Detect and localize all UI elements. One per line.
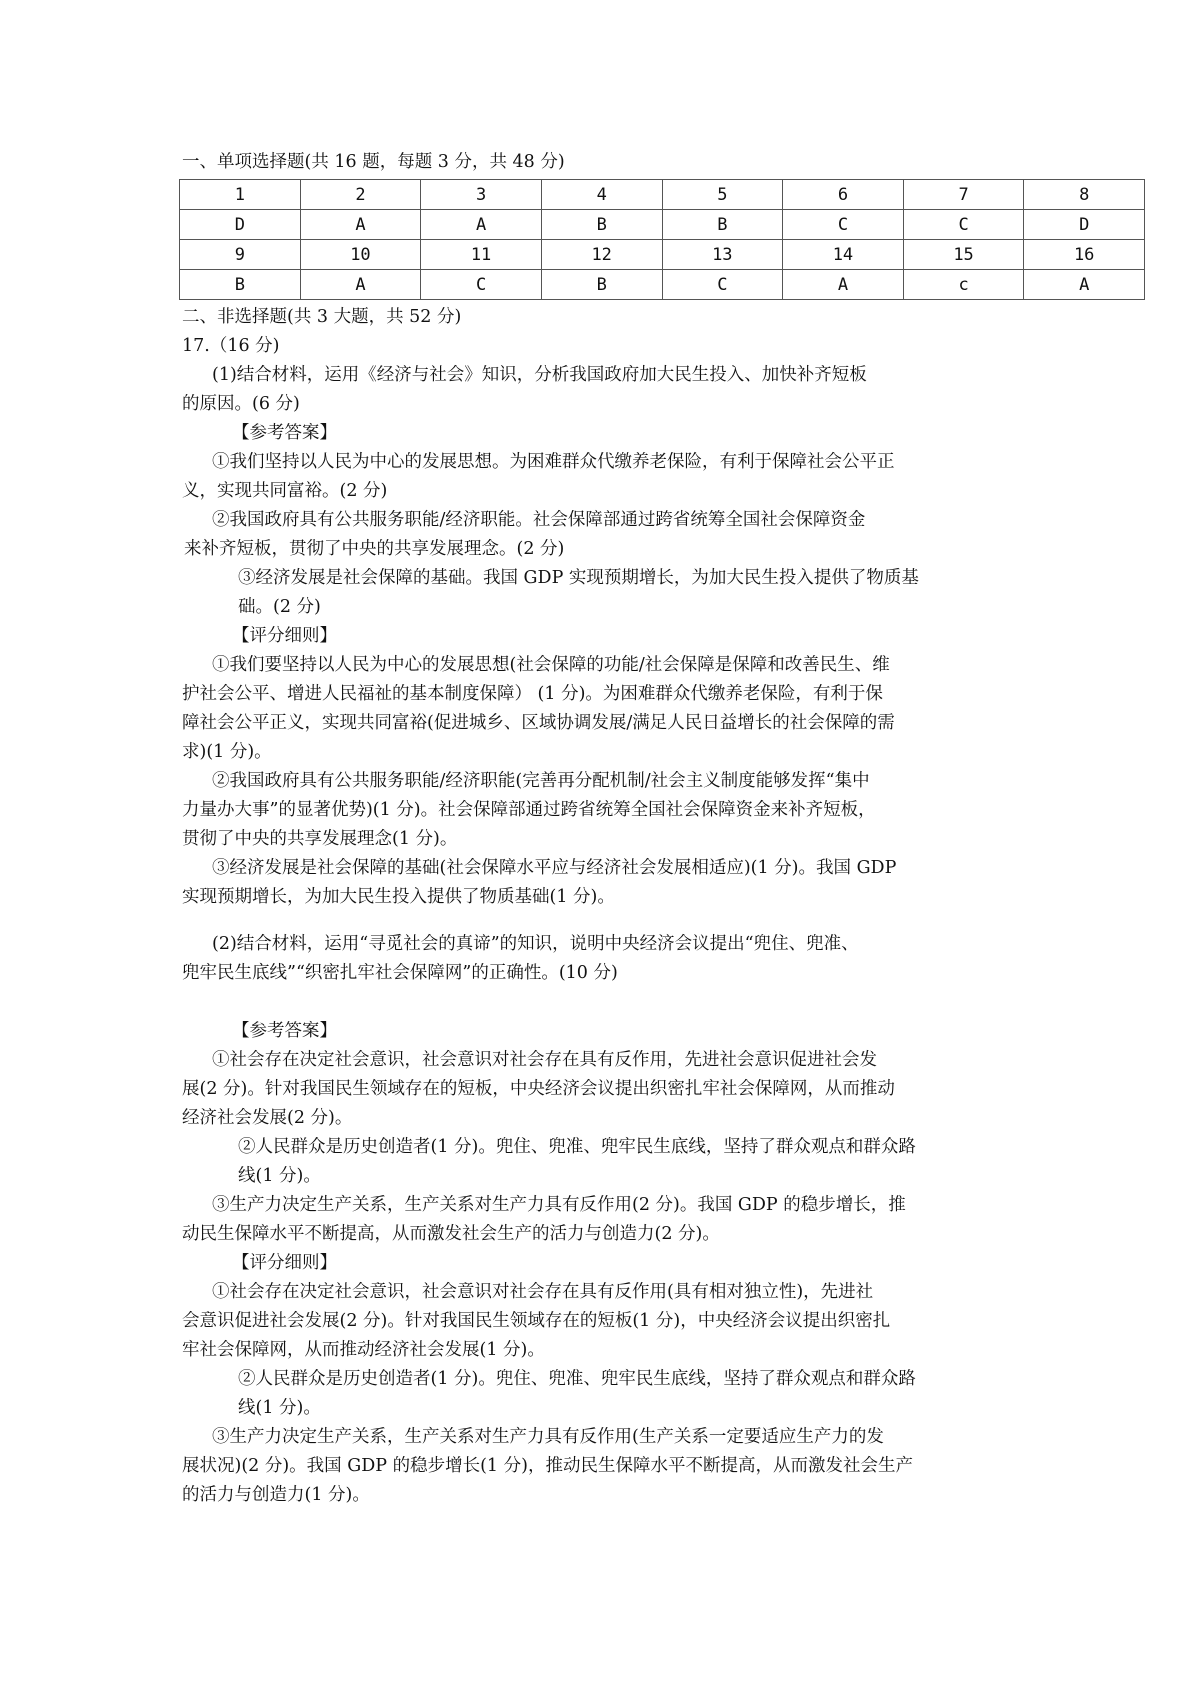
answer-cell: D <box>1024 210 1145 240</box>
section1-title: 一、单项选择题(共 16 题，每题 3 分，共 48 分) <box>182 152 565 172</box>
question-number-cell: 4 <box>541 180 662 210</box>
q17-1-rule-line: ②我国政府具有公共服务职能/经济职能(完善再分配机制/社会主义制度能够发挥“集中 <box>212 771 870 791</box>
answer-cell: C <box>903 210 1024 240</box>
q17-2-rule-label: 【评分细则】 <box>232 1253 337 1273</box>
answer-cell: c <box>903 270 1024 300</box>
q17-2-rule-line: 牢社会保障网，从而推动经济社会发展(1 分)。 <box>182 1340 545 1360</box>
question-number-cell: 7 <box>903 180 1024 210</box>
q17-2-ref-line: 线(1 分)。 <box>238 1166 321 1186</box>
q17-1-rule-line: 求)(1 分)。 <box>182 742 272 762</box>
q17-1-ref-label: 【参考答案】 <box>232 423 337 443</box>
q17-2-ref-line: 动民生保障水平不断提高，从而激发社会生产的活力与创造力(2 分)。 <box>182 1224 720 1244</box>
question-number-cell: 8 <box>1024 180 1145 210</box>
question-number-cell: 5 <box>662 180 783 210</box>
q17-2-ref-line: ②人民群众是历史创造者(1 分)。兜住、兜准、兜牢民生底线，坚持了群众观点和群众路 <box>238 1137 916 1157</box>
q17-1-rule-line: 贯彻了中央的共享发展理念(1 分)。 <box>182 829 458 849</box>
q17-2-ref-label: 【参考答案】 <box>232 1021 337 1041</box>
question-number-cell: 12 <box>541 240 662 270</box>
q17-2-rule-line: ②人民群众是历史创造者(1 分)。兜住、兜准、兜牢民生底线，坚持了群众观点和群众路 <box>238 1369 916 1389</box>
question-number-cell: 16 <box>1024 240 1145 270</box>
question-number-cell: 14 <box>783 240 904 270</box>
question-number-cell: 6 <box>783 180 904 210</box>
q17-1-rule-line: 力量办大事”的显著优势)(1 分)。社会保障部通过跨省统筹全国社会保障资金来补齐短板， <box>182 800 876 820</box>
question-number-cell: 10 <box>300 240 421 270</box>
q17-1-prompt-line: (1)结合材料，运用《经济与社会》知识，分析我国政府加大民生投入、加快补齐短板 <box>212 365 867 385</box>
answer-cell: A <box>300 210 421 240</box>
q17-2-prompt-line: (2)结合材料，运用“寻觅社会的真谛”的知识，说明中央经济会议提出“兜住、兜准、 <box>212 934 859 954</box>
answer-cell: B <box>180 270 301 300</box>
answer-cell: A <box>421 210 542 240</box>
question-number-cell: 13 <box>662 240 783 270</box>
answer-row <box>180 270 1145 300</box>
q17-2-rule-line: 展状况)(2 分)。我国 GDP 的稳步增长(1 分)，推动民生保障水平不断提高，从而激发社会生产 <box>182 1456 913 1476</box>
question-number-cell: 1 <box>180 180 301 210</box>
question-number-row <box>180 180 1145 210</box>
q17-1-ref-line: 来补齐短板，贯彻了中央的共享发展理念。(2 分) <box>184 539 565 559</box>
q17-header: 17.（16 分) <box>182 336 280 356</box>
q17-2-ref-line: ①社会存在决定社会意识，社会意识对社会存在具有反作用，先进社会意识促进社会发 <box>212 1050 877 1070</box>
answer-cell: C <box>662 270 783 300</box>
question-number-row <box>180 240 1145 270</box>
q17-1-ref-line: ②我国政府具有公共服务职能/经济职能。社会保障部通过跨省统筹全国社会保障资金 <box>212 510 866 530</box>
answer-cell: A <box>783 270 904 300</box>
q17-2-rule-line: 的活力与创造力(1 分)。 <box>182 1485 370 1505</box>
question-number-cell: 15 <box>903 240 1024 270</box>
answer-cell: A <box>1024 270 1145 300</box>
q17-2-rule-line: ③生产力决定生产关系，生产关系对生产力具有反作用(生产关系一定要适应生产力的发 <box>212 1427 884 1447</box>
q17-2-rule-line: 会意识促进社会发展(2 分)。针对我国民生领域存在的短板(1 分)，中央经济会议提出织密扎 <box>182 1311 891 1331</box>
answer-cell: D <box>180 210 301 240</box>
answer-document <box>182 148 1095 1510</box>
q17-2-ref-line: 展(2 分)。针对我国民生领域存在的短板，中央经济会议提出织密扎牢社会保障网，从而推动 <box>182 1079 895 1099</box>
q17-1-ref-line: 义，实现共同富裕。(2 分) <box>182 481 388 501</box>
q17-1-rule-line: 障社会公平正义，实现共同富裕(促进城乡、区域协调发展/满足人民日益增长的社会保障的需 <box>182 713 895 733</box>
question-number-cell: 2 <box>300 180 421 210</box>
q17-2-ref-line: 经济社会发展(2 分)。 <box>182 1108 353 1128</box>
q17-1-ref-line: 础。(2 分) <box>238 597 321 617</box>
q17-2-ref-line: ③生产力决定生产关系，生产关系对生产力具有反作用(2 分)。我国 GDP 的稳步增长，推 <box>212 1195 906 1215</box>
answer-cell: B <box>541 270 662 300</box>
q17-1-rule-label: 【评分细则】 <box>232 626 337 646</box>
q17-1-ref-line: ①我们坚持以人民为中心的发展思想。为困难群众代缴养老保险，有利于保障社会公平正 <box>212 452 895 472</box>
q17-2-prompt-line: 兜牢民生底线”“织密扎牢社会保障网”的正确性。(10 分) <box>182 963 618 983</box>
question-number-cell: 11 <box>421 240 542 270</box>
answer-row <box>180 210 1145 240</box>
answer-cell: C <box>783 210 904 240</box>
question-number-cell: 3 <box>421 180 542 210</box>
answer-cell: A <box>300 270 421 300</box>
q17-2-rule-line: ①社会存在决定社会意识，社会意识对社会存在具有反作用(具有相对独立性)，先进社 <box>212 1282 874 1302</box>
q17-1-rule-line: 实现预期增长，为加大民生投入提供了物质基础(1 分)。 <box>182 887 615 907</box>
section2-title: 二、非选择题(共 3 大题，共 52 分) <box>182 307 462 327</box>
q17-1-rule-line: 护社会公平、增进人民福祉的基本制度保障） (1 分)。为困难群众代缴养老保险，有利于保 <box>182 684 883 704</box>
q17-1-ref-line: ③经济发展是社会保障的基础。我国 GDP 实现预期增长，为加大民生投入提供了物质基 <box>238 568 919 588</box>
q17-1-prompt-line: 的原因。(6 分) <box>182 394 300 414</box>
answer-cell: B <box>541 210 662 240</box>
q17-1-rule-line: ③经济发展是社会保障的基础(社会保障水平应与经济社会发展相适应)(1 分)。我国 GDP <box>212 858 897 878</box>
answer-cell: C <box>421 270 542 300</box>
q17-1-rule-line: ①我们要坚持以人民为中心的发展思想(社会保障的功能/社会保障是保障和改善民生、维 <box>212 655 890 675</box>
answer-table <box>179 179 1145 300</box>
question-number-cell: 9 <box>180 240 301 270</box>
q17-2-rule-line: 线(1 分)。 <box>238 1398 321 1418</box>
answer-cell: B <box>662 210 783 240</box>
